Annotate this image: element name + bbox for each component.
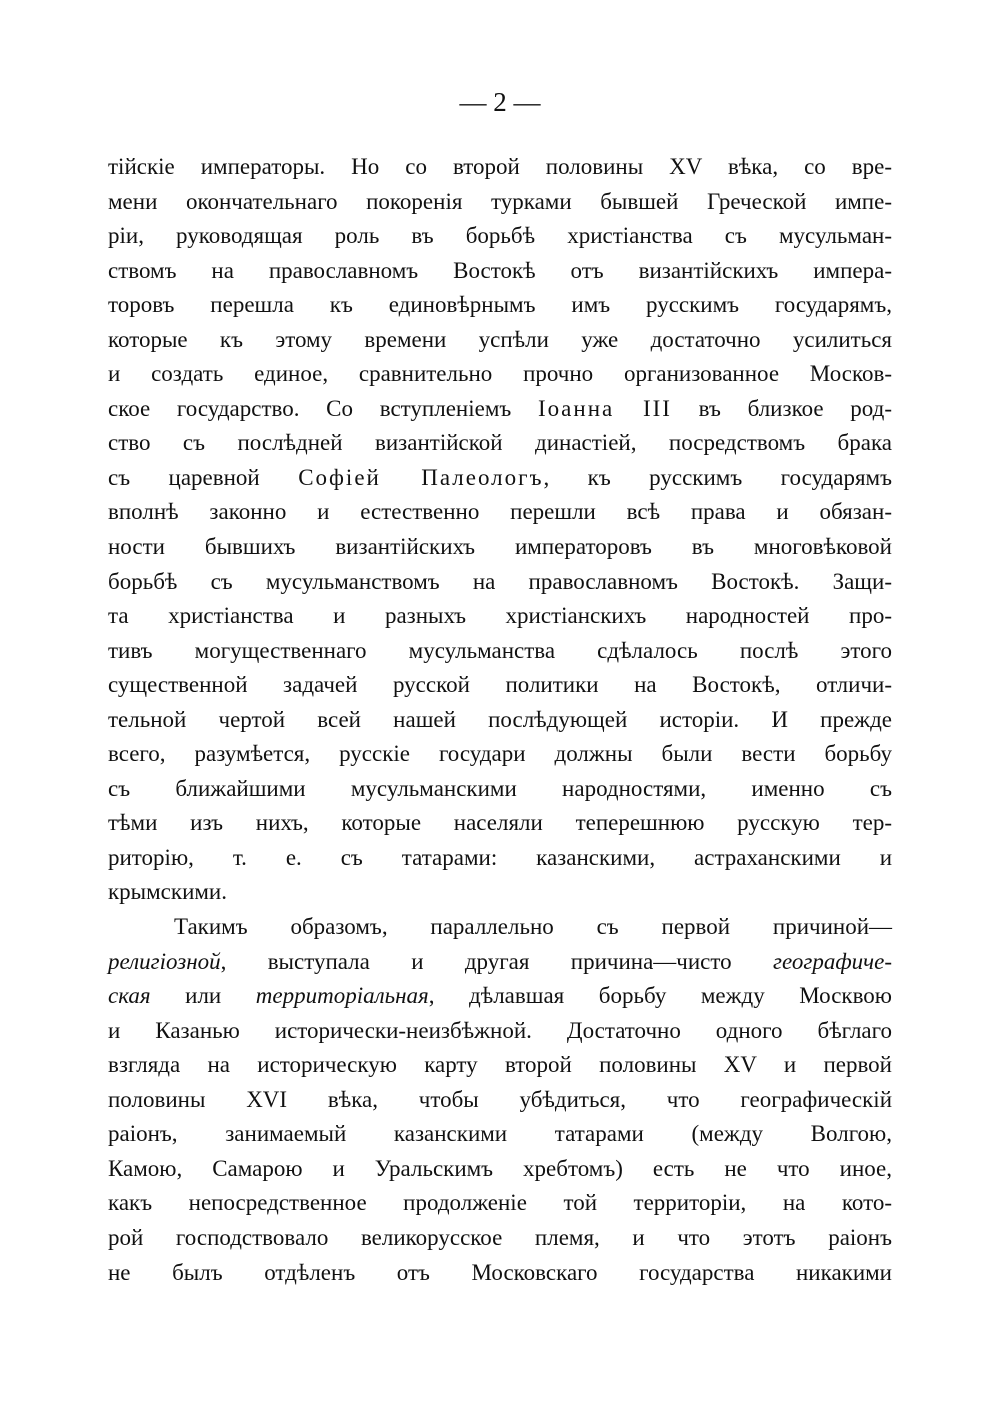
text-fragment: съ царевной: [108, 464, 299, 490]
text-line: [108, 392, 892, 427]
text-fragment: , дѣлавшая борьбу между Москвою: [428, 983, 892, 1009]
text-line: существенной задачей русской политики на Востокѣ, отличи-: [108, 672, 892, 698]
text-line: та христіанства и разныхъ христіанскихъ народностей про-: [108, 603, 892, 629]
italic-term: территоріальная: [255, 983, 429, 1009]
text-line: и создать единое, сравнительно прочно организованное Москов-: [108, 361, 892, 387]
text-line: ности бывшихъ византійскихъ императоровъ въ многовѣковой: [108, 534, 892, 560]
text-line: ствомъ на православномъ Востокѣ отъ византійскихъ импера-: [108, 257, 892, 283]
text-line: ство съ послѣдней византійской династіей, посредствомъ брака: [108, 430, 892, 456]
paragraph-2: [108, 910, 892, 1290]
text-line: рой господствовало великорусское племя, и что этотъ раіонъ: [108, 1224, 892, 1250]
text-line: тійскіе императоры. Но со второй половины XV вѣка, со вре-: [108, 154, 892, 179]
text-line: съ ближайшими мусульманскими народностями, именно съ: [108, 775, 892, 801]
text-fragment: , къ русскимъ государямъ: [543, 464, 892, 490]
text-fragment: , выступала и другая причина—чисто: [220, 948, 773, 974]
text-line: ріи, руководящая роль въ борьбѣ христіанства съ мусульман-: [108, 223, 892, 249]
text-line: тивъ могущественнаго мусульманства сдѣлалось послѣ этого: [108, 637, 892, 663]
text-line: борьбѣ съ мусульманствомъ на православномъ Востокѣ. Защи-: [108, 568, 892, 594]
italic-term: религіозной: [108, 948, 221, 974]
paragraph-1: [108, 150, 892, 910]
text-line: Камою, Самарою и Уральскимъ хребтомъ) есть не что иное,: [108, 1155, 892, 1181]
text-line: которые къ этому времени успѣли уже достаточно усилиться: [108, 326, 892, 352]
text-line: взгляда на историческую карту второй половины XV и первой: [108, 1052, 892, 1078]
text-line: вполнѣ законно и естественно перешли всѣ права и обязан-: [108, 499, 892, 525]
text-line: [108, 979, 892, 1014]
spaced-name: Іоанна III: [538, 395, 672, 421]
text-line: раіонъ, занимаемый казанскими татарами (между Волгою,: [108, 1121, 892, 1147]
text-fragment: ское государство. Со вступленіемъ: [108, 395, 539, 421]
text-line: какъ непосредственное продолженіе той территоріи, на кото-: [108, 1190, 892, 1216]
text-line: мени окончательнаго покоренія турками бывшей Греческой импе-: [108, 188, 892, 214]
text-line: тельной чертой всей нашей послѣдующей исторіи. И прежде: [108, 706, 892, 732]
text-line: риторію, т. е. съ татарами: казанскими, астраханскими и: [108, 844, 892, 870]
text-line: Такимъ образомъ, параллельно съ первой причиной—: [174, 914, 892, 940]
text-fragment: въ близкое род-: [671, 395, 892, 421]
text-line: всего, разумѣется, русскіе государи должны были вести борьбу: [108, 741, 892, 767]
italic-term: ская: [108, 983, 151, 1009]
text-line: не былъ отдѣленъ отъ Московскаго государства никакими: [108, 1259, 892, 1285]
spaced-name: Софіей Палеологъ: [298, 464, 544, 490]
body-text: [108, 150, 892, 1290]
page-number: — 2 —: [459, 87, 541, 117]
text-line: тѣми изъ нихъ, которые населяли теперешнюю русскую тер-: [108, 810, 892, 836]
text-line: [108, 945, 892, 980]
text-line: торовъ перешла къ единовѣрнымъ имъ русскимъ государямъ,: [108, 292, 892, 318]
text-line: половины XVI вѣка, чтобы убѣдиться, что географическій: [108, 1086, 892, 1112]
text-fragment: или: [150, 983, 256, 1009]
text-line: [108, 461, 892, 496]
text-line: крымскими.: [108, 879, 227, 905]
italic-term: географиче-: [772, 948, 892, 974]
text-line: и Казанью исторически-неизбѣжной. Достаточно одного бѣглаго: [108, 1017, 892, 1043]
